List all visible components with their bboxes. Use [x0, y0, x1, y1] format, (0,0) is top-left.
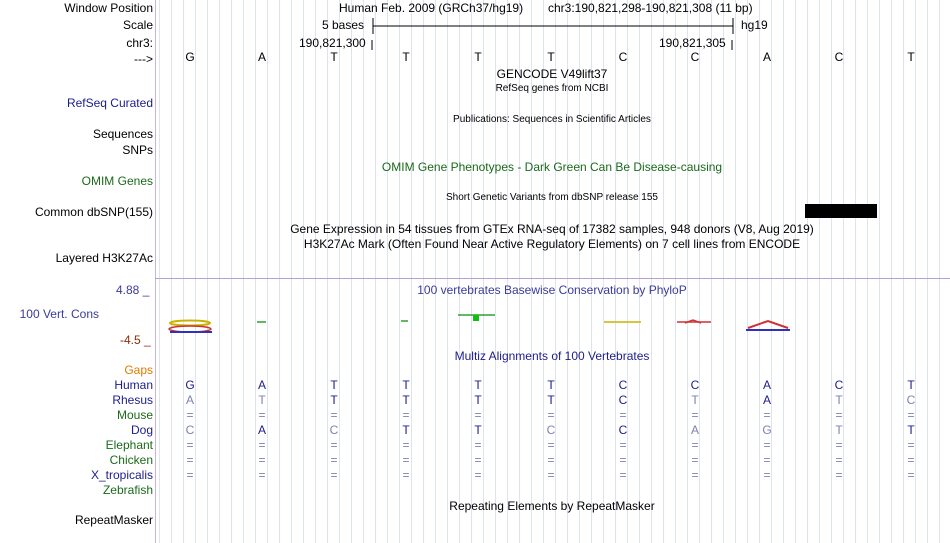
alignment-base: =: [835, 468, 843, 482]
grid-line: [819, 0, 820, 543]
alignment-base: T: [474, 378, 482, 392]
scale-label: Scale: [122, 18, 153, 32]
cons-label[interactable]: 100 Vert. Cons: [19, 307, 99, 321]
alignment-base: =: [619, 438, 627, 452]
alignment-base: C: [329, 423, 339, 437]
grid-line: [303, 0, 304, 543]
alignment-base: =: [402, 453, 410, 467]
alignment-base: =: [691, 468, 699, 482]
species-label-elephant[interactable]: Elephant: [105, 438, 153, 452]
alignment-base: =: [474, 408, 482, 422]
alignment-base: =: [547, 453, 555, 467]
alignment-base: T: [258, 393, 266, 407]
alignment-base: T: [402, 393, 410, 407]
species-label-human[interactable]: Human: [114, 378, 153, 392]
ruler-base: T: [907, 50, 915, 64]
alignment-base: =: [691, 438, 699, 452]
species-label-chicken[interactable]: Chicken: [109, 453, 153, 467]
alignment-base: T: [547, 378, 555, 392]
scale-text: 5 bases: [322, 18, 365, 32]
grid-line: [879, 0, 880, 543]
grid-line: [423, 0, 424, 543]
alignment-base: =: [258, 468, 266, 482]
grid-line: [735, 0, 736, 543]
alignment-base: A: [257, 423, 266, 437]
alignment-base: =: [186, 453, 194, 467]
refseq-label[interactable]: RefSeq Curated: [66, 96, 153, 110]
alignment-base: =: [907, 408, 915, 422]
alignment-base: =: [763, 453, 771, 467]
h3k27ac-label[interactable]: Layered H3K27Ac: [55, 251, 153, 265]
repeat-label[interactable]: RepeatMasker: [74, 513, 153, 527]
grid-line: [159, 0, 160, 543]
species-label-dog[interactable]: Dog: [130, 423, 153, 437]
alignment-base: C: [618, 378, 628, 392]
ruler-base: T: [402, 50, 410, 64]
alignment-base: T: [547, 393, 555, 407]
cons-min: -4.5 _: [120, 333, 151, 347]
alignment-base: =: [619, 468, 627, 482]
grid-line: [723, 0, 724, 543]
db-text: hg19: [741, 18, 768, 32]
alignment-base: =: [691, 408, 699, 422]
alignment-base: =: [907, 438, 915, 452]
alignment-base: =: [619, 408, 627, 422]
alignment-base: =: [763, 408, 771, 422]
alignment-base: =: [835, 438, 843, 452]
alignment-base: =: [258, 408, 266, 422]
sequences-label[interactable]: Sequences: [92, 127, 153, 141]
alignment-base: T: [402, 423, 410, 437]
alignment-base: =: [330, 438, 338, 452]
alignment-base: T: [691, 393, 699, 407]
alignment-base: =: [330, 453, 338, 467]
alignment-base: =: [330, 408, 338, 422]
coord-left: 190,821,300: [299, 36, 366, 50]
grid-line: [651, 0, 652, 543]
grid-line: [795, 0, 796, 543]
grid-line: [663, 0, 664, 543]
grid-line: [435, 0, 436, 543]
alignment-base: G: [185, 378, 195, 392]
repeat-title[interactable]: Repeating Elements by RepeatMasker: [449, 499, 655, 513]
chrom-label: chr3:: [126, 36, 153, 50]
cons-max: 4.88 _: [116, 283, 150, 297]
ruler-base: T: [330, 50, 338, 64]
snps-label[interactable]: SNPs: [122, 143, 153, 157]
scale-bar: [0, 14, 950, 54]
grid-line: [711, 0, 712, 543]
position-text[interactable]: chr3:190,821,298-190,821,308 (11 bp): [548, 1, 753, 15]
species-label-zebrafish[interactable]: Zebrafish: [102, 483, 153, 497]
alignment-base: T: [907, 423, 915, 437]
alignment-base: =: [186, 438, 194, 452]
dbsnp-title[interactable]: Short Genetic Variants from dbSNP release 155: [446, 192, 658, 203]
alignment-base: C: [618, 393, 628, 407]
alignment-base: A: [690, 423, 699, 437]
species-label-rhesus[interactable]: Rhesus: [112, 393, 153, 407]
alignment-base: A: [762, 378, 771, 392]
gtex-title[interactable]: Gene Expression in 54 tissues from GTEx RNA-seq of 17382 samples, 948 donors (V8, Aug 2019): [290, 222, 814, 236]
alignment-base: =: [258, 438, 266, 452]
alignment-base: =: [835, 408, 843, 422]
phylop-title[interactable]: 100 vertebrates Basewise Conservation by PhyloP: [417, 283, 687, 297]
window-position-label: Window Position: [64, 1, 153, 15]
grid-line: [927, 0, 928, 543]
alignment-base: =: [474, 468, 482, 482]
h3k27ac-title[interactable]: H3K27Ac Mark (Often Found Near Active Regulatory Elements) on 7 cell lines from ENCODE: [303, 237, 801, 251]
dbsnp-label[interactable]: Common dbSNP(155): [34, 205, 153, 219]
assembly-text: Human Feb. 2009 (GRCh37/hg19): [339, 1, 524, 15]
ruler-base: A: [762, 50, 771, 64]
coord-right: 190,821,305: [659, 36, 726, 50]
grid-line: [279, 0, 280, 543]
alignment-base: =: [763, 468, 771, 482]
alignment-base: A: [257, 378, 266, 392]
alignment-base: =: [402, 438, 410, 452]
species-label-x_tropicalis[interactable]: X_tropicalis: [90, 468, 153, 482]
alignment-base: =: [835, 453, 843, 467]
grid-line: [807, 0, 808, 543]
alignment-base: T: [907, 378, 915, 392]
alignment-base: T: [835, 393, 843, 407]
alignment-base: =: [474, 453, 482, 467]
alignment-base: T: [330, 378, 338, 392]
grid-line: [447, 0, 448, 543]
alignment-base: =: [619, 453, 627, 467]
alignment-base: =: [547, 408, 555, 422]
grid-line: [231, 0, 232, 543]
strand-label: --->: [134, 52, 153, 66]
gencode-title[interactable]: GENCODE V49lift37: [496, 67, 608, 81]
grid-line: [351, 0, 352, 543]
alignment-base: T: [402, 378, 410, 392]
alignment-base: =: [763, 438, 771, 452]
ruler-base: T: [474, 50, 482, 64]
alignment-base: =: [186, 408, 194, 422]
multiz-title[interactable]: Multiz Alignments of 100 Vertebrates: [454, 349, 650, 363]
ruler-base: C: [834, 50, 844, 64]
alignment-base: C: [690, 378, 700, 392]
grid-line: [219, 0, 220, 543]
grid-line: [207, 0, 208, 543]
grid-line: [459, 0, 460, 543]
alignment-base: T: [835, 423, 843, 437]
grid-line: [639, 0, 640, 543]
grid-line: [675, 0, 676, 543]
alignment-base: =: [330, 468, 338, 482]
ruler-base: T: [547, 50, 555, 64]
species-label-mouse[interactable]: Mouse: [116, 408, 153, 422]
alignment-base: =: [186, 468, 194, 482]
alignment-base: A: [185, 393, 194, 407]
alignment-base: =: [907, 453, 915, 467]
ruler-base: C: [618, 50, 628, 64]
grid-line: [243, 0, 244, 543]
alignment-base: C: [546, 423, 556, 437]
grid-line: [291, 0, 292, 543]
omim-label[interactable]: OMIM Genes: [81, 174, 153, 188]
alignment-base: T: [474, 423, 482, 437]
ruler-base: C: [690, 50, 700, 64]
alignment-base: =: [907, 468, 915, 482]
label-divider[interactable]: [155, 0, 156, 543]
alignment-base: C: [185, 423, 195, 437]
publications-title[interactable]: Publications: Sequences in Scientific Articles: [453, 114, 651, 125]
grid-line: [171, 0, 172, 543]
grid-line: [363, 0, 364, 543]
alignment-base: T: [330, 393, 338, 407]
gaps-label[interactable]: Gaps: [124, 363, 153, 377]
grid-line: [315, 0, 316, 543]
grid-line: [891, 0, 892, 543]
grid-line: [375, 0, 376, 543]
omim-title[interactable]: OMIM Gene Phenotypes - Dark Green Can Be Disease-causing: [381, 160, 723, 174]
grid-line: [747, 0, 748, 543]
refseq-subtitle[interactable]: RefSeq genes from NCBI: [495, 83, 609, 94]
alignment-base: =: [691, 453, 699, 467]
grid-line: [855, 0, 856, 543]
grid-line: [939, 0, 940, 543]
alignment-base: =: [474, 438, 482, 452]
alignment-base: =: [402, 468, 410, 482]
alignment-base: C: [906, 393, 916, 407]
phylop-conservation-plot: [0, 310, 950, 340]
alignment-base: =: [402, 408, 410, 422]
ruler-base: G: [185, 50, 195, 64]
track-separator: [155, 278, 950, 279]
alignment-base: =: [547, 438, 555, 452]
alignment-base: =: [547, 468, 555, 482]
alignment-base: =: [258, 453, 266, 467]
alignment-base: G: [762, 423, 772, 437]
alignment-base: A: [762, 393, 771, 407]
ruler-base: A: [257, 50, 266, 64]
grid-line: [387, 0, 388, 543]
alignment-base: C: [618, 423, 628, 437]
alignment-base: C: [834, 378, 844, 392]
grid-line: [867, 0, 868, 543]
grid-line: [783, 0, 784, 543]
dbsnp-variant-block[interactable]: [805, 204, 877, 218]
alignment-base: T: [474, 393, 482, 407]
